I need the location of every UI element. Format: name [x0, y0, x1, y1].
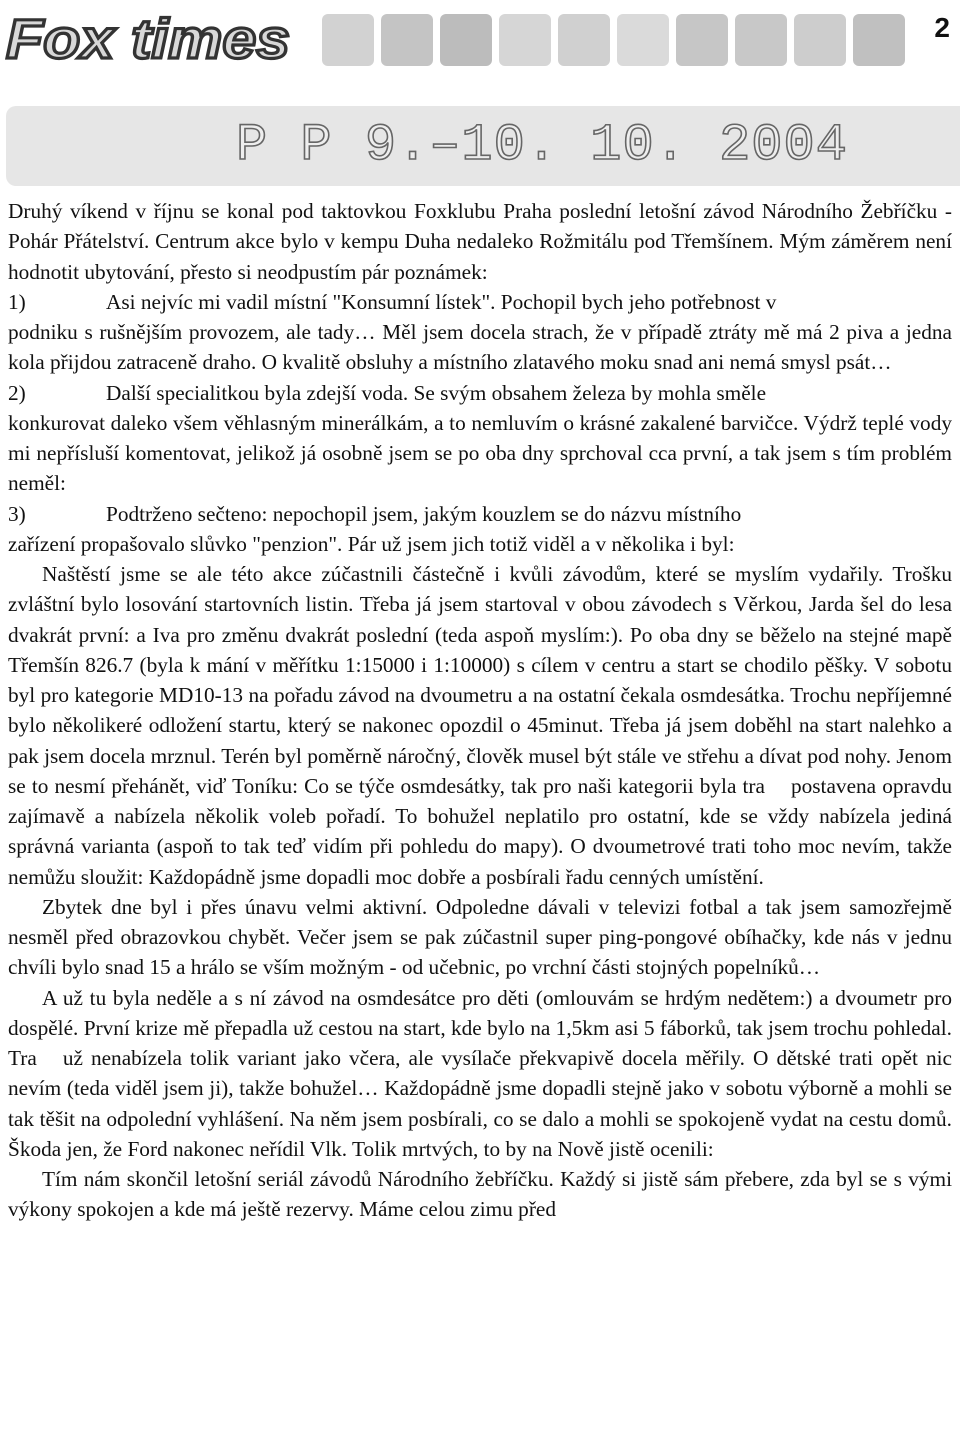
item-first-line: Další specialitkou byla zdejší voda. Se svým obsahem železa by mohla směle: [106, 380, 767, 405]
header-square: [735, 14, 787, 66]
closing-paragraph: Tím nám skončil letošní seriál závodů Národního žebříčku. Každý si jistě sám přebere, zda byl se s vými výkony spokojen a kde má ještě rezervy. Máme celou zimu před: [8, 1167, 952, 1222]
header-square: [322, 14, 374, 66]
race-paragraph: [8, 559, 952, 892]
logo-text: Fox times: [6, 7, 290, 70]
race-text-part-1: Naštěstí jsme se ale této akce zúčastnili částečně i kvůli závodům, které se myslím vydařily. Trošku zvláštní bylo losování startovních listin. Třeba já jsem startoval v obou závodech s Věrkou, Jarda šel do lesa dvakrát první: a Iva pro změnu dvakrát poslední (teda aspoň myslím:). Po oba dny se běželo na stejné mapě Třemšín 826.7 (byla k mání v měřítku 1:15000 i 1:10000) s cílem v centru a start se chodilo pěšky. V sobotu byl pro kategorie MD10-13 na pořadu závod na dvoumetru a na ostatní čekala osmdesátka. Trochu nepříjemné bylo několikeré odložení startu, který se nakonec opozdil o 45minut. Třeba já jsem doběhl na start nalehko a pak jsem docela mrznul. Terén byl poměrně náročný, člověk musel být stále ve střehu a dívat pod nohy. Jenom se to nesmí přehánět, viď Toníku: Co se týče osmdesátky, tak pro naši kategorii byla tra: [8, 562, 952, 798]
header-square: [499, 14, 551, 66]
evening-paragraph: Zbytek dne byl i přes únavu velmi aktivní. Odpoledne dávali v televizi fotbal a tak jsem samozřejmě nesměl před obrazovkou chybět. Večer jsem se pak zúčastnil super ping-pongové obíhačky, kde nás v jednu chvíli bylo snad 15 a hrálo se vším možným - od učebnic, po vrchní části stojných popelníků…: [8, 894, 952, 980]
header-square: [794, 14, 846, 66]
header-square: [853, 14, 905, 66]
fox-times-logo-graphic: [2, 4, 296, 70]
item-text: zařízení propašovalo slůvko "penzion". Pár už jsem jich totiž viděl a v několika i byl:: [8, 531, 735, 556]
sunday-text-part-2: už nenabízela tolik variant jako včera, ale vysílače překvapivě docela měřily. O dětské trati opět nic nevím (teda viděl jsem ji), takže bohužel… Každopádně jsme dopadli stejně jako v sobotu výborně a mohli se tak těšit na odpolední vyhlášení. Na něm jsem posbírali, co se dalo a mohli se spokojeně vydat na cestu domů. Škoda jen, že Ford nakonec neřídil Vlk. Tolik mrtvých, to by na Nově jistě ocenili:: [8, 1046, 952, 1161]
item-text: konkurovat daleko všem věhlasným minerálkám, a to nemluvím o krásné zakalené barvičce. Výdrž teplé vody mi nepřísluší komentovat, jelikož já osobně jsem se po oba dny sprchoval cca první, a tak jsem s tím problém neměl:: [8, 410, 952, 496]
sunday-paragraph: [8, 983, 952, 1165]
page-number: 2: [934, 12, 950, 43]
article-title: P P 9.–10. 10. 2004: [236, 116, 848, 175]
header-square: [558, 14, 610, 66]
intro-paragraph: Druhý víkend v říjnu se konal pod taktovkou Foxklubu Praha poslední letošní závod Národního Žebříčku - Pohár Přátelství. Centrum akce bylo v kempu Duha nedaleko Rožmitálu pod Třemšínem. Mým záměrem není hodnotit ubytování, přesto si neodpustím pár poznámek:: [8, 199, 952, 284]
item-first-line: Podtrženo sečteno: nepochopil jsem, jakým kouzlem se do názvu místního: [106, 501, 742, 526]
header-square: [440, 14, 492, 66]
header-square: [676, 14, 728, 66]
header-square: [617, 14, 669, 66]
item-number: 2): [8, 380, 26, 405]
race-text-part-2: postavena opravdu zajímavě a nabízela několik voleb pořadí. To bohužel neplatilo pro ostatní, kde se vždy nabízela jediná správná varianta (aspoň to tak teď vidím při pohledu do mapy). O dvoumetrové trati toho moc nevím, takže nemůžu sloužit: Každopádně jsme dopadli moc dobře a posbírali řadu cenných umístění.: [8, 773, 952, 889]
item-first-line: Asi nejvíc mi vadil místní "Konsumní lístek". Pochopil bych jeho potřebnost v: [106, 289, 777, 314]
article-body: [8, 196, 952, 1225]
item-text: podniku s rušnějším provozem, ale tady… Měl jsem docela strach, že v případě ztráty mě má 2 piva a jedna kola přijdou zatraceně draho. O kvalitě obsluhy a místního zlatavého moku snad ani nemá smysl psát…: [8, 320, 952, 375]
fox-times-logo: [2, 4, 296, 70]
item-number: 1): [8, 289, 26, 314]
item-number: 3): [8, 501, 26, 526]
numbered-item: [8, 499, 952, 560]
sunday-text-part-1: A už tu byla neděle a s ní závod na osmdesátce pro děti (omlouvám se hrdým nedětem:) a dvoumetr pro dospělé. První krize mě přepadla už cestou na start, kde bylo na 1,5km asi 5 fáborků, tak jsem trochu pohledal. Tra: [8, 985, 952, 1070]
numbered-item: [8, 287, 952, 378]
header-square: [381, 14, 433, 66]
numbered-item: [8, 378, 952, 499]
